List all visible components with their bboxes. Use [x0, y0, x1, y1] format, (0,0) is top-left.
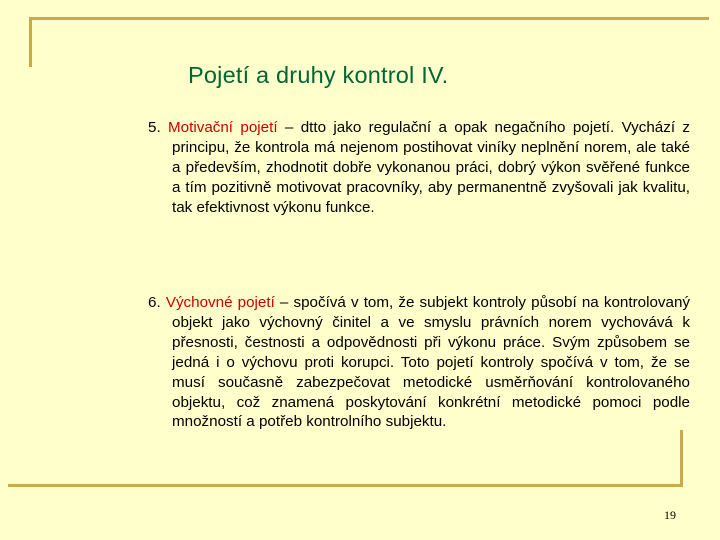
list-item-educational: [148, 293, 690, 432]
frame-right-line: [680, 430, 683, 487]
item-text: – dtto jako regulační a opak negačního pojetí. Vychází z principu, že kontrola má nejenom postihovat viníky neplnění norem, ale také a především, zhodnotit dobře vykonanou práci, dobrý výkon svěřené funkce a tím pozitivně motivovat pracovníky, aby permanentně zvyšovali jak kvalitu, tak efektivnost výkonu funkce.: [172, 119, 690, 216]
item-number: 6.: [148, 294, 166, 311]
page-number: 19: [664, 508, 676, 522]
item-term: Motivační pojetí: [168, 119, 278, 136]
slide-title: Pojetí a druhy kontrol IV.: [188, 62, 449, 88]
list-item-motivational: [148, 118, 690, 218]
frame-left-line: [29, 17, 32, 67]
frame-bottom-line: [8, 484, 682, 487]
item-term: Výchovné pojetí: [165, 294, 275, 311]
item-number: 5.: [148, 119, 169, 136]
item-text: – spočívá v tom, že subjekt kontroly působí na kontrolovaný objekt jako výchovný činitel a ve smyslu právních norem vychovává k přesnosti, čestnosti a odpovědnosti při výkonu práce. Svým způsobem se jedná i o výchovu proti korupci. Toto pojetí kontroly spočívá v tom, že se musí současně zabezpečovat metodické usměrňování kontrolovaného objektu, což znamená poskytování konkrétní metodické pomoci podle množností a potřeb kontrolního subjektu.: [172, 294, 690, 431]
frame-top-line: [29, 17, 709, 20]
